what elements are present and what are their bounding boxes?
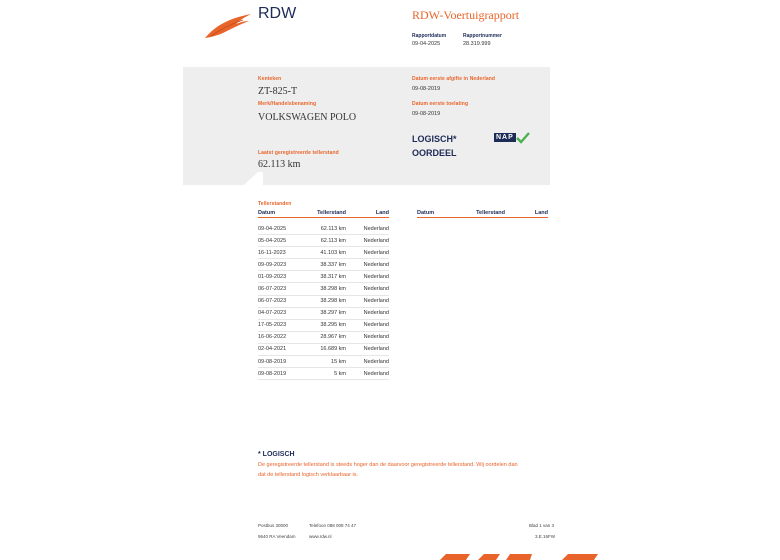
row-date: 01-09-2023 [258, 273, 287, 280]
col-country-header-2: Land [534, 210, 548, 216]
row-date: 09-09-2023 [258, 261, 287, 268]
report-date-label: Rapportdatum [412, 33, 447, 39]
row-country: Nederland [363, 334, 389, 341]
odometer-table-header [258, 210, 389, 218]
row-odometer: 5 km [334, 370, 346, 377]
col-odometer-header-2: Tellerstand [476, 210, 505, 216]
row-country: Nederland [363, 370, 389, 377]
make-label: Merk/Handelsbenaming [258, 101, 317, 107]
table-row [258, 320, 389, 332]
row-date: 04-07-2023 [258, 310, 287, 317]
checkmark-icon [516, 132, 530, 144]
table-row [258, 332, 389, 344]
col-odometer-header: Tellerstand [317, 210, 346, 216]
table-row [258, 356, 389, 368]
table-row [258, 247, 389, 259]
brand-name: RDW [258, 5, 297, 22]
row-odometer: 38.317 km [320, 273, 346, 280]
verdict-line2: OORDEEL [412, 148, 457, 158]
report-title: RDW-Voertuigrapport [412, 8, 520, 22]
table-row [258, 308, 389, 320]
last-odometer-value: 62.113 km [258, 159, 301, 170]
row-country: Nederland [363, 310, 389, 317]
odometer-table [258, 210, 389, 380]
row-date: 02-04-2021 [258, 346, 287, 353]
row-date: 16-06-2022 [258, 334, 287, 341]
row-country: Nederland [363, 322, 389, 329]
table-row [258, 271, 389, 283]
row-odometer: 38.297 km [320, 310, 346, 317]
row-date: 17-05-2023 [258, 322, 287, 329]
table-row [258, 223, 389, 235]
table-row [258, 259, 389, 271]
row-country: Nederland [363, 273, 389, 280]
row-odometer: 38.298 km [320, 286, 346, 293]
plate-value: ZT-825-T [258, 86, 298, 97]
col-country-header: Land [375, 210, 389, 216]
footer-phone: Telefoon 088 008 74 47 [309, 523, 357, 528]
verdict-line1: LOGISCH* [412, 134, 457, 144]
footer-page: Blad 1 van 3 [529, 523, 555, 528]
row-odometer: 38.295 km [320, 322, 346, 329]
row-country: Nederland [363, 298, 389, 305]
table-row [258, 235, 389, 247]
row-odometer: 41.103 km [320, 249, 346, 256]
vehicle-panel [183, 67, 550, 185]
row-country: Nederland [363, 261, 389, 268]
row-country: Nederland [363, 249, 389, 256]
odometer-section-title: Tellerstanden [258, 201, 292, 207]
row-odometer: 28.967 km [320, 334, 346, 341]
footer-address2: 9640 RA Veendam [258, 534, 296, 539]
rdw-bird-logo-icon [203, 12, 253, 40]
row-country: Nederland [363, 286, 389, 293]
footnote-line1: De geregistreerde tellerstand is steeds hoger dan de daarvoor geregistreerde tellerstand. Wij oordelen dan [258, 462, 518, 468]
footnote-title: * LOGISCH [258, 451, 295, 458]
bottom-decor-stripes [436, 554, 606, 560]
row-odometer: 15 km [331, 358, 346, 365]
table-row [258, 344, 389, 356]
table-row [258, 283, 389, 295]
odometer-table-2-header [417, 210, 548, 218]
odometer-table-2 [417, 210, 548, 218]
table-row [258, 368, 389, 380]
row-date: 16-11-2023 [258, 249, 286, 256]
col-date-header-2: Datum [417, 210, 435, 216]
row-date: 05-04-2025 [258, 237, 287, 244]
row-date: 09-08-2019 [258, 370, 287, 377]
first-registration-label: Datum eerste toelating [412, 101, 469, 107]
make-value: VOLKSWAGEN POLO [258, 112, 357, 123]
row-country: Nederland [363, 346, 389, 353]
first-admission-value: 09-08-2019 [412, 86, 441, 92]
plate-label: Kenteken [258, 76, 282, 82]
row-odometer: 38.337 km [320, 261, 346, 268]
panel-notch [183, 172, 263, 186]
row-odometer: 62.113 km [320, 225, 346, 232]
row-odometer: 38.298 km [320, 298, 346, 305]
table-row [258, 296, 389, 308]
row-odometer: 62.113 km [320, 237, 346, 244]
row-country: Nederland [363, 225, 389, 232]
footer-web: www.rdw.nl [309, 534, 332, 539]
col-date-header: Datum [258, 210, 276, 216]
row-date: 06-07-2023 [258, 298, 287, 305]
report-number-label: Rapportnummer [463, 33, 502, 39]
footnote-line2: dat de tellerstand logisch verklaarbaar is. [258, 472, 358, 478]
report-date: 09-04-2025 [412, 41, 441, 47]
row-country: Nederland [363, 237, 389, 244]
nap-checkmark-icon [494, 132, 530, 144]
nap-badge: NAP [496, 134, 514, 141]
footer-code: 3.E.16FW [535, 534, 556, 539]
row-country: Nederland [363, 358, 389, 365]
first-registration-value: 09-08-2019 [412, 111, 441, 117]
row-date: 09-04-2025 [258, 225, 287, 232]
row-date: 09-08-2019 [258, 358, 287, 365]
row-odometer: 16.689 km [320, 346, 346, 353]
report-number: 28.319.999 [463, 41, 491, 47]
first-admission-label: Datum eerste afgifte in Nederland [412, 76, 496, 82]
row-date: 06-07-2023 [258, 286, 287, 293]
footer-address1: Postbus 30000 [258, 523, 289, 528]
last-odometer-label: Laatst geregistreerde tellerstand [258, 150, 339, 156]
